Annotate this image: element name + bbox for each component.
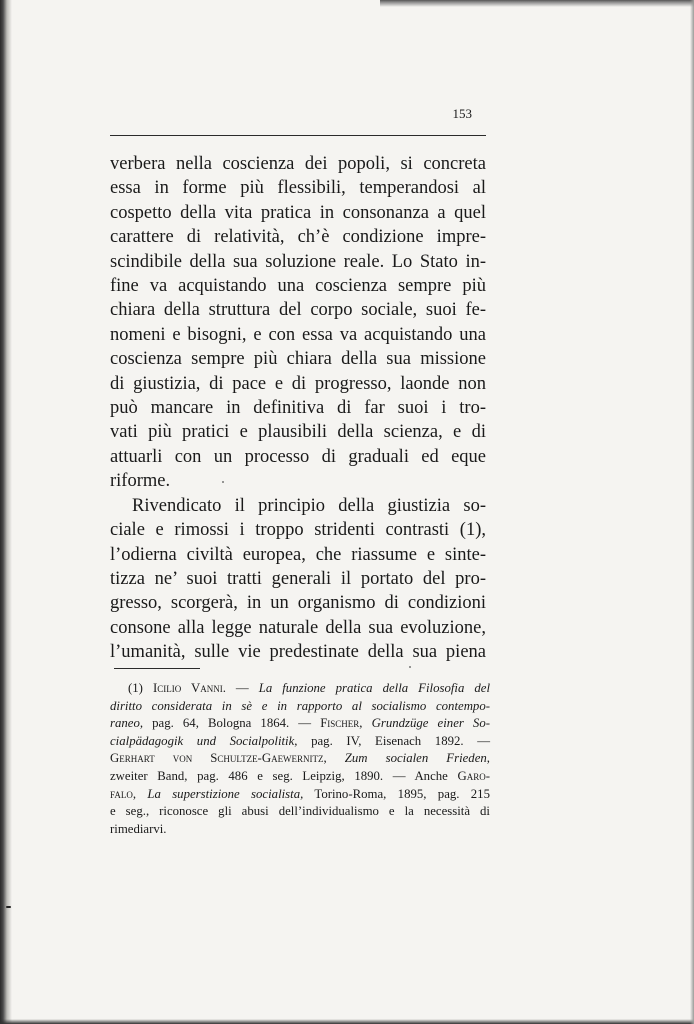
footnote-text: Torino-Roma, 1895, pag. 215 <box>303 786 490 801</box>
footnote-title: Zum socialen Frieden <box>326 751 487 766</box>
text-line: riforme. <box>110 471 171 492</box>
footnote-line <box>110 821 490 839</box>
print-speck <box>222 481 224 483</box>
text-line: coscienza sempre più chiara della sua missione <box>110 349 486 370</box>
text-line: chiara della struttura del corpo sociale, suoi fe- <box>110 300 486 321</box>
footnote-line <box>110 733 490 751</box>
footnote <box>110 680 490 838</box>
body-text <box>110 152 486 665</box>
footnote-title: cialpädagogik und Socialpolitik <box>110 733 295 748</box>
footnote-title: raneo, <box>110 716 144 731</box>
footnote-author: Fischer, <box>320 716 363 731</box>
footnote-text: , pag. IV, Eisenach 1892. — <box>294 733 490 748</box>
page-top-edge <box>380 0 694 7</box>
footnote-author: falo, <box>110 786 137 801</box>
footnote-title: diritto considerata in sè e in rapporto al socialismo contempo- <box>110 698 490 713</box>
footnote-author: Gerhart von Schultze-Gaewernitz, <box>110 751 327 766</box>
page-left-edge <box>0 0 12 1024</box>
footnote-author: Icilio Vanni. <box>152 681 226 695</box>
text-line: può mancare in definitiva di far suoi i tro- <box>110 398 486 419</box>
text-line: attuarli con un processo di graduali ed eque <box>110 446 486 467</box>
footnote-line <box>110 750 490 768</box>
footnote-line <box>110 803 490 821</box>
page-bottom-edge <box>0 1019 694 1024</box>
footnote-title: La funzione pratica della Filosofia del <box>258 681 491 695</box>
header-rule <box>110 135 486 136</box>
page-right-edge <box>690 0 694 1024</box>
text-line: nomeni e bisogni, e con essa va acquistando una <box>110 324 486 345</box>
text-line: consone alla legge naturale della sua evoluzione, <box>110 617 486 638</box>
footnote-text: zweiter Band, pag. 486 e seg. Leipzig, 1890. — Anche <box>110 768 448 783</box>
footnote-title: Grundzüge einer So- <box>362 716 490 731</box>
footnote-line <box>110 786 490 804</box>
footnote-line <box>110 715 490 733</box>
footnote-rule <box>114 668 200 669</box>
footnote-line <box>110 680 490 698</box>
footnote-text: , <box>486 751 490 766</box>
footnote-text: pag. 64, Bologna 1864. — <box>143 716 321 731</box>
text-line: gresso, scorgerà, in un organismo di condizioni <box>110 593 486 614</box>
footnote-line <box>110 698 490 716</box>
footnote-title: La superstizione socialista, <box>136 786 304 801</box>
text-line: ciale e rimossi i troppo stridenti contrasti (1), <box>110 520 486 541</box>
print-speck <box>409 666 411 668</box>
footnote-text: rimediarvi. <box>110 821 167 836</box>
footnote-author: Garo- <box>447 768 490 783</box>
footnote-marker: (1) <box>128 681 143 695</box>
text-line: l’umanità, sulle vie predestinate della sua piena <box>110 642 486 663</box>
text-line: scindibile della sua soluzione reale. Lo Stato in- <box>110 251 486 272</box>
text-line: carattere di relatività, ch’è condizione impre- <box>110 227 486 248</box>
text-line: l’odierna civiltà europea, che riassume e sinte- <box>110 544 486 565</box>
text-line: cospetto della vita pratica in consonanza a quel <box>110 202 486 223</box>
paragraph-start-line: Rivendicato il principio della giustizia so- <box>132 495 486 516</box>
page-number: 153 <box>452 106 472 121</box>
footnote-text: e seg., riconosce gli abusi dell’individualismo e la necessità di <box>110 804 490 819</box>
footnote-text: — <box>225 681 259 695</box>
text-line: di giustizia, di pace e di progresso, laonde non <box>110 373 486 394</box>
text-line: fine va acquistando una coscienza sempre più <box>110 276 486 297</box>
text-line: essa in forme più flessibili, temperandosi al <box>110 178 486 199</box>
footnote-line <box>110 768 490 786</box>
text-line: verbera nella coscienza dei popoli, si concreta <box>110 154 486 174</box>
text-line: vati più pratici e plausibili della scienza, e di <box>110 422 486 443</box>
print-speck <box>6 906 11 908</box>
text-line: tizza ne’ suoi tratti generali il portato del pro- <box>110 568 486 589</box>
